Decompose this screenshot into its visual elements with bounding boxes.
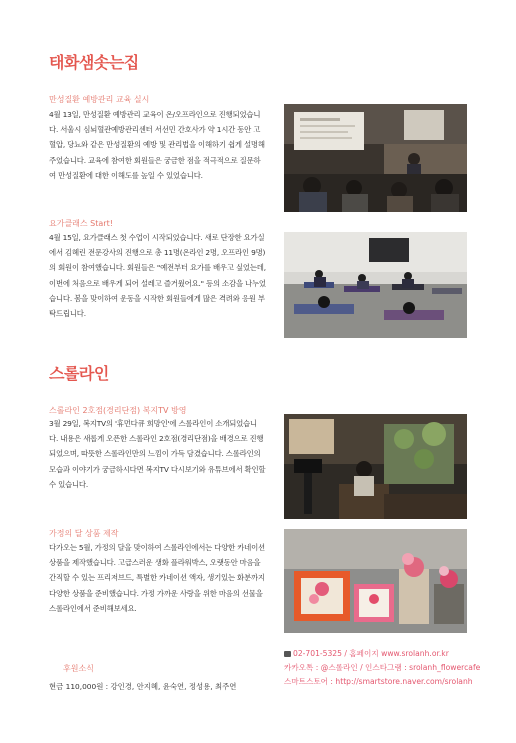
contact-kakao-line: 카카오톡 : @스롤라인 / 인스타그램 : srolanh_flowercafe <box>284 663 481 672</box>
sponsor-body: 현금 110,000원 : 강인경, 안지혜, 윤숙연, 정성용, 최주연 <box>49 682 237 691</box>
article-body-tv: 3월 29일, 복지TV의 '휴먼다큐 희망인'에 스롤라인이 소개되었습니다. 내용은 새롭게 오픈한 스롤라인 2호점(경리단점)을 배경으로 진행되었으며, 따뜻한 스롤라인만의 느낌이 가득 담겼습니다. 스롤라인의 모습과 이야기가 궁금하시다면 복지TV 다시보기와 유튜브에서 확인할 수 있습니다. <box>49 419 266 489</box>
article-body-yoga: 4월 15일, 요가클래스 첫 수업이 시작되었습니다. 새로 단장한 요가실에서 김혜린 전문강사의 진행으로 총 11명(온라인 2명, 오프라인 9명)의 회원이 참여했습니다. 회원들은 "예전부터 요가를 배우고 싶었는데, 이번에 처음으로 배우게 되어 설레고 즐거웠어요." 등의 소감을 나누었습니다. 봄을 맞이하여 운동을 시작한 회원들에게 많은 격려와 응원 부탁드립니다. <box>49 233 266 319</box>
section-title-srolanh: 스롤라인 <box>49 364 109 383</box>
carnation-products-photo <box>284 529 467 633</box>
yoga-class-photo <box>284 232 467 338</box>
contact-block <box>284 647 480 689</box>
article-subtitle-tv: 스롤라인 2호점(경리단점) 복지TV 방영 <box>49 406 187 415</box>
contact-phone-line: 02-701-5325 / 홈페이지 www.srolanh.or.kr <box>284 647 480 661</box>
tv-filming-photo <box>284 414 467 519</box>
phone-icon <box>284 651 291 657</box>
sponsor-title: 후원소식 <box>63 664 94 673</box>
article-body-chronic-disease: 4월 13일, 만성질환 예방관리 교육이 온/오프라인으로 진행되었습니다. 서울시 심뇌혈관예방관리센터 서선민 간호사가 약 1시간 동안 고혈압, 당뇨와 같은 만성질환의 예방 및 관리법을 이해하기 쉽게 설명해주었습니다. 교육에 참여한 회원들은 궁금한 점을 적극적으로 질문하여 만성질환에 대한 이해도를 높일 수 있었습니다. <box>49 110 265 180</box>
article-body-family-month: 다가오는 5월, 가정의 달을 맞이하여 스롤라인에서는 다양한 카네이션 상품을 제작했습니다. 고급스러운 생화 플라워박스, 오랫동안 마음을 간직할 수 있는 프리저브드, 특별한 카네이션 액자, 생기있는 화분까지 다양한 상품을 준비했습니다. 가정 가까운 사랑을 위한 마음의 선물을 스롤라인에서 준비해보세요. <box>49 543 266 613</box>
section-title-taehwa: 태화샘솟는집 <box>49 53 139 72</box>
lecture-photo <box>284 104 467 212</box>
contact-store-line: 스마트스토어 : http://smartstore.naver.com/srolanh <box>284 677 473 686</box>
article-subtitle-yoga: 요가클래스 Start! <box>49 219 113 228</box>
article-subtitle-chronic-disease: 만성질환 예방관리 교육 실시 <box>49 95 150 104</box>
article-subtitle-family-month: 가정의 달 상품 제작 <box>49 529 119 538</box>
